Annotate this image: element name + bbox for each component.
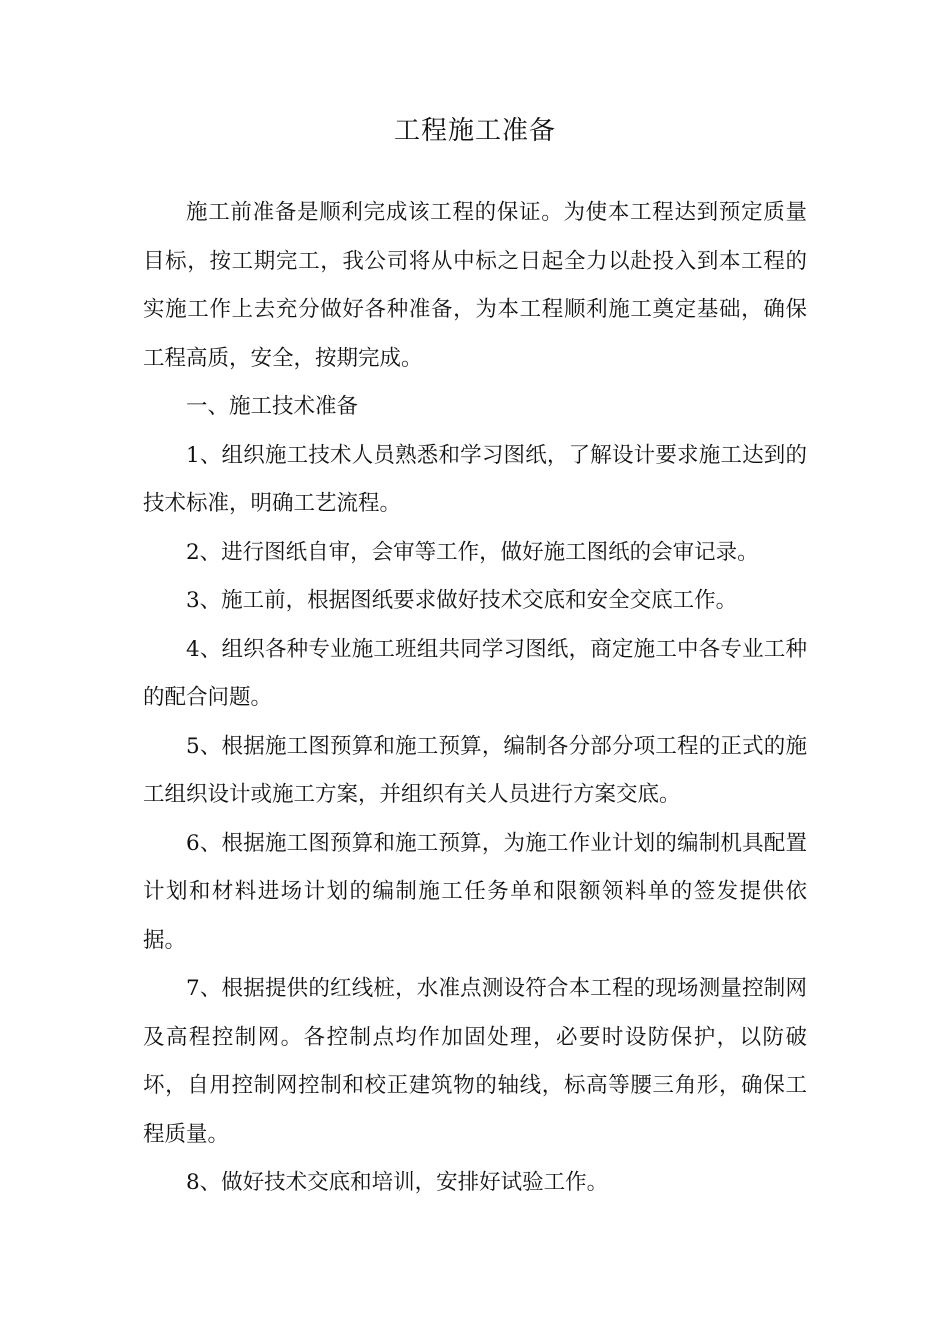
document-body (143, 189, 807, 1208)
document-title: 工程施工准备 (393, 116, 556, 146)
section-heading: 一、施工技术准备 (186, 394, 359, 419)
list-item: 6、根据施工图预算和施工预算，为施工作业计划的编制机具配置计划和材料进场计划的编制施工任务单和限额领料单的签发提供依据。 (143, 830, 807, 953)
list-item: 8、做好技术交底和培训，安排好试验工作。 (186, 1170, 609, 1195)
intro-paragraph: 施工前准备是顺利完成该工程的保证。为使本工程达到预定质量目标，按工期完工，我公司将从中标之日起全力以赴投入到本工程的实施工作上去充分做好各种准备，为本工程顺利施工奠定基础，确保工程高质，安全，按期完成。 (143, 200, 807, 371)
list-item: 7、根据提供的红线桩，水准点测设符合本工程的现场测量控制网及高程控制网。各控制点均作加固处理，必要时设防保护，以防破坏，自用控制网控制和校正建筑物的轴线，标高等腰三角形，确保工程质量。 (143, 976, 807, 1147)
list-item: 3、施工前，根据图纸要求做好技术交底和安全交底工作。 (186, 588, 738, 613)
list-item: 2、进行图纸自审，会审等工作，做好施工图纸的会审记录。 (186, 539, 759, 565)
list-item: 1、组织施工技术人员熟悉和学习图纸，了解设计要求施工达到的技术标准，明确工艺流程。 (143, 442, 807, 516)
list-item: 4、组织各种专业施工班组共同学习图纸，商定施工中各专业工种的配合问题。 (143, 636, 807, 710)
list-item: 5、根据施工图预算和施工预算，编制各分部分项工程的正式的施工组织设计或施工方案，并组织有关人员进行方案交底。 (143, 733, 807, 807)
